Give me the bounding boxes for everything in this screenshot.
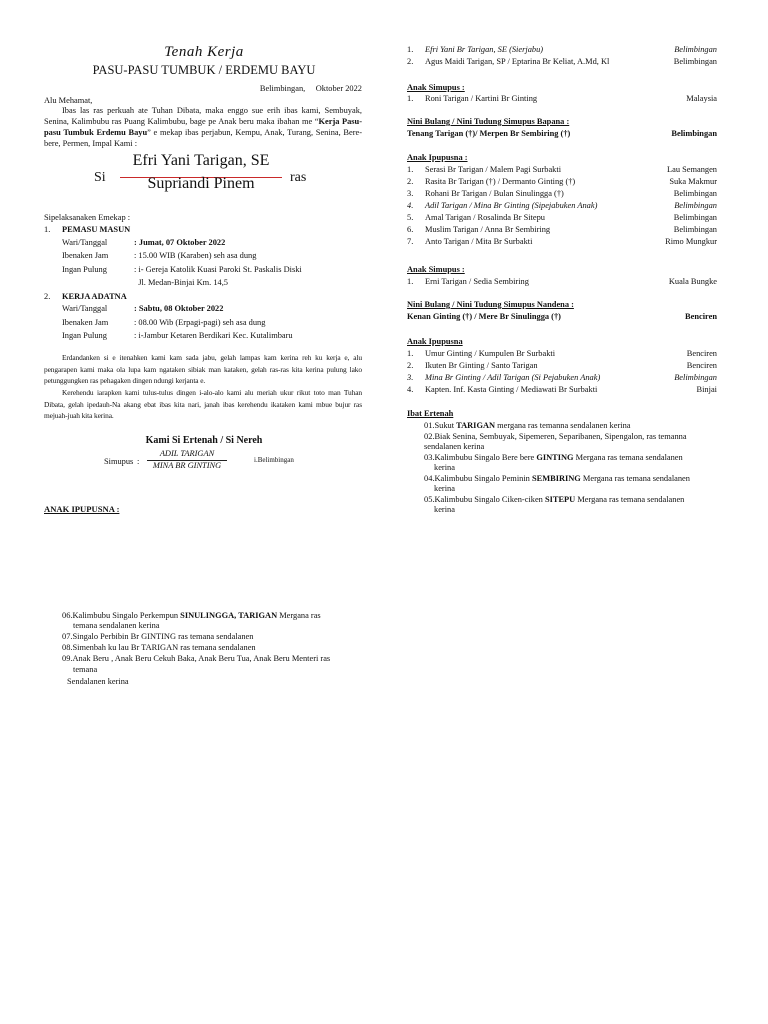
ertenah-text: 01.Sukut (424, 421, 457, 430)
event-2-label: Ingan Pulung (62, 331, 107, 340)
ibat-ertenah-heading: Ibat Ertenah (407, 409, 454, 418)
invitee-text: 07.Singalo Perbibin Br (62, 632, 142, 641)
ertenah-bold: TARIGAN (456, 421, 496, 430)
list-b-place: Lau Semangen (666, 165, 717, 174)
ertenah-item-03-cont: kerina (434, 463, 455, 472)
list-b-num: 4. (407, 201, 414, 210)
place-date: Belimbingan, Oktober 2022 (259, 84, 362, 93)
list-b-num: 2. (407, 177, 414, 186)
ertenah-text: 04.Kalimbubu Singalo Peminin (424, 474, 532, 483)
body-paragraph-1: Erdandanken si e itenahken kami kam sada jabu, gelah lampas kam kerina reh ku kerja e, alu pengarapen kami maka ola lupa kam ngataken sibiak man kataken, gelah ras-ras kita kerina pulung lako petunggungken ras pehagaken dingen ndungi kerjanta e. (44, 353, 362, 385)
mother-name: MINA BR GINTING (152, 461, 222, 470)
ertenah-item-01 (424, 420, 630, 431)
top-list-name: Efri Yani Br Tarigan, SE (Sierjabu) (425, 45, 544, 54)
kenan-ginting: Kenan Ginting (†) / Mere Br Sinulingga (†) (407, 312, 561, 321)
list-d-name: Mina Br Ginting / Adil Tarigan (Si Pejabuken Anak) (425, 373, 601, 382)
list-d-place: Binjai (696, 385, 717, 394)
ertenah-text: 05.Kalimbubu Singalo Ciken-ciken (424, 495, 545, 504)
ertenah-bold: SEMBIRING (531, 474, 581, 483)
ertenah-item-04-cont: kerina (434, 484, 455, 493)
list-d-num: 2. (407, 361, 414, 370)
event-1-place-line2: Jl. Medan-Binjai Km. 14,5 (134, 278, 228, 287)
list-d-num: 4. (407, 385, 414, 394)
list-b-num: 6. (407, 225, 414, 234)
list-b-num: 1. (407, 165, 414, 174)
list-d-name: Ikuten Br Ginting / Santo Tarigan (425, 361, 538, 370)
list-d-num: 1. (407, 349, 414, 358)
list-b-place: Rimo Mungkur (665, 237, 717, 246)
invitee-item-09-cont: temana (73, 665, 98, 674)
list-c-name: Erni Tarigan / Sedia Sembiring (425, 277, 529, 286)
top-list-place: Belimbingan (673, 57, 717, 66)
list-c-place: Kuala Bungke (668, 277, 717, 286)
invitee-text: 08.Simenbah ku lau Br (62, 643, 142, 652)
ertenah-text: mergana ras temanna sendalanen kerina (495, 421, 631, 430)
invitee-bold: SINULINGGA, TARIGAN (180, 611, 278, 620)
bride-name: Supriandi Pinem (147, 175, 255, 192)
list-b-name: Serasi Br Tarigan / Malem Pagi Surbakti (425, 165, 562, 174)
intro-paragraph (44, 105, 362, 149)
list-d-num: 3. (407, 373, 414, 382)
simupus-label: Simupus (104, 457, 134, 466)
list-b-place: Suka Makmur (669, 177, 717, 186)
list-b-num: 7. (407, 237, 414, 246)
top-list-num: 1. (407, 45, 414, 54)
tenang-tarigan: Tenang Tarigan (†)/ Merpen Br Sembiring (†) (407, 129, 571, 138)
anak-ipupusna-heading: ANAK IPUPUSNA : (44, 504, 120, 514)
list-a-place: Malaysia (686, 94, 717, 103)
invitee-item-08 (62, 642, 256, 653)
salutation: Alu Mehamat, (44, 96, 93, 105)
ertenah-text: Mergana ras temana sendalanen (575, 495, 685, 504)
anak-simupus-heading: Anak Simupus : (407, 83, 465, 92)
intro-text-1: Ibas las ras perkuah ate Tuhan Dibata, maka enggo sue erih ibas kami, Sembuyak, Senina, Kalimbubu ras Puang Kalimbubu, bage pe Anak beru maka ibahan me “ (44, 106, 362, 126)
list-c-num: 1. (407, 277, 414, 286)
intro-text-2: ” e mekap ibas perjabun, Kempu, Anak, Turang, Senina, Bere-bere, Permen, Impal Kami : (44, 128, 363, 148)
event-1-label: Ingan Pulung (62, 265, 107, 274)
ertenah-item-05 (424, 494, 684, 505)
list-b-name: Muslim Tarigan / Anna Br Sembiring (425, 225, 551, 234)
list-b-num: 3. (407, 189, 414, 198)
list-b-name: Rasita Br Tarigan (†) / Dermanto Ginting (†) (425, 177, 576, 186)
list-b-num: 5. (407, 213, 414, 222)
ertenah-item-02-cont: sendalanen kerina (424, 442, 485, 451)
event-2-date: : Sabtu, 08 Oktober 2022 (134, 304, 224, 313)
ertenah-text: Mergana ras temana sendalanen (580, 474, 690, 483)
invitee-item-07 (62, 631, 253, 642)
anak-simupus-heading-2: Anak Simupus : (407, 265, 465, 274)
invitee-text: TARIGAN ras temana sendalanen (141, 643, 256, 652)
list-b-place: Belimbingan (674, 201, 717, 210)
list-d-place: Belimbingan (674, 373, 717, 382)
list-d-name: Umur Ginting / Kumpulen Br Surbakti (425, 349, 556, 358)
si-label: Si (94, 170, 106, 185)
signature-title: Kami Si Ertenah / Si Nereh (145, 435, 263, 446)
title-main: PASU-PASU TUMBUK / ERDEMU BAYU (92, 63, 316, 77)
list-b-name: Amal Tarigan / Rosalinda Br Sitepu (425, 213, 545, 222)
invitee-item-06-cont: temana sendalanen kerina (73, 621, 160, 630)
list-d-name: Kapten. Inf. Kasta Ginting / Mediawati Br Surbakti (425, 385, 598, 394)
list-b-name: Adil Tarigan / Mina Br Ginting (Sipejabuken Anak) (425, 201, 598, 210)
nini-nande-heading: Nini Bulang / Nini Tudung Simupus Nandena : (407, 300, 574, 309)
invitee-text: 06.Kalimbubu Singalo Perkempun (62, 611, 181, 620)
ertenah-text: Mergana ras temana sendalanen (573, 453, 683, 462)
event-2-time: : 08.00 Wib (Erpagi-pagi) seh asa dung (134, 318, 266, 327)
kenan-place: Benciren (685, 312, 717, 321)
event-1-label: Wari/Tanggal (62, 238, 108, 247)
body-paragraph-2: Kerehendu iarapken kami tulus-tulus dingen i-alo-alo kami alu meriah ukur rikut toto man Tuhan Dibata, gelah ipedauh-Na akang ebat ibas kita nari, janah ibas kerehendu ikataken kami mbue bujur ras mejuah-juah kita kerina. (44, 388, 362, 420)
top-list-place: Belimbingan (674, 45, 717, 54)
list-b-place: Belimbingan (673, 189, 717, 198)
list-d-place: Benciren (686, 361, 717, 370)
event-1-label: Ibenaken Jam (62, 251, 109, 260)
event-1-date: : Jumat, 07 Oktober 2022 (134, 238, 226, 247)
simupus-colon: : (137, 457, 140, 466)
pelaksanaken-label: Sipelaksanaken Emekap : (44, 213, 131, 222)
top-list-name: Agus Maidi Tarigan, SP / Eptarina Br Keliat, A.Md, Kl (425, 57, 610, 66)
invitee-last-line: Sendalanen kerina (67, 677, 129, 686)
list-a-num: 1. (407, 94, 414, 103)
ertenah-item-04 (424, 473, 690, 484)
list-a-name: Roni Tarigan / Kartini Br Ginting (425, 94, 538, 103)
tenang-place: Belimbingan (671, 129, 717, 138)
event-2-label: Wari/Tanggal (62, 304, 108, 313)
ertenah-text: 03.Kalimbubu Singalo Bere bere (424, 453, 537, 462)
invitee-item-09: 09.Anak Beru , Anak Beru Cekuh Baka, Anak Beru Tua, Anak Beru Menteri ras (62, 654, 331, 663)
title-script: Tenah Kerja (164, 44, 244, 60)
event-2-number: 2. (44, 292, 51, 301)
event-1-name: PEMASU MASUN (62, 225, 131, 234)
invitee-text: Mergana ras (277, 611, 321, 620)
event-1-place: : i- Gereja Katolik Kuasi Paroki St. Paskalis Diski (134, 265, 302, 274)
ras-label: ras (290, 170, 307, 185)
list-b-place: Belimbingan (673, 213, 717, 222)
ertenah-bold: GINTING (536, 453, 574, 462)
anak-ipupusna-heading-2: Anak Ipupusna (407, 337, 463, 346)
ertenah-item-03 (424, 452, 683, 463)
groom-name: Efri Yani Tarigan, SE (132, 152, 270, 169)
nini-bapa-heading: Nini Bulang / Nini Tudung Simupus Bapana : (407, 117, 570, 126)
intro-bold: Kerja Pasu-pasu Tumbuk Erdemu Bayu (44, 117, 362, 137)
anak-ipupusna-heading: Anak Ipupusna : (407, 153, 468, 162)
event-2-place: : i-Jambur Ketaren Berdikari Kec. Kutalimbaru (134, 331, 293, 340)
list-b-name: Rohani Br Tarigan / Bulan Sinulingga (†) (425, 189, 564, 198)
event-2-name: KERJA ADATNA (62, 292, 127, 301)
event-1-time: : 15.00 WIB (Karaben) seh asa dung (134, 251, 257, 260)
ertenah-bold: SITEPU (544, 495, 576, 504)
list-b-name: Anto Tarigan / Mita Br Surbakti (425, 237, 533, 246)
father-place: i.Belimbingan (254, 456, 294, 464)
event-1-number: 1. (44, 225, 51, 234)
invitee-text: GINTING ras temana sendalanen (141, 632, 254, 641)
father-name: ADIL TARIGAN (159, 449, 215, 458)
list-d-place: Benciren (686, 349, 717, 358)
ertenah-item-02: 02.Biak Senina, Sembuyak, Sipemeren, Separibanen, Sipengalon, ras temanna (424, 432, 687, 441)
ertenah-item-05-cont: kerina (434, 505, 455, 514)
list-b-place: Belimbingan (673, 225, 717, 234)
event-2-label: Ibenaken Jam (62, 318, 109, 327)
top-list-num: 2. (407, 57, 414, 66)
